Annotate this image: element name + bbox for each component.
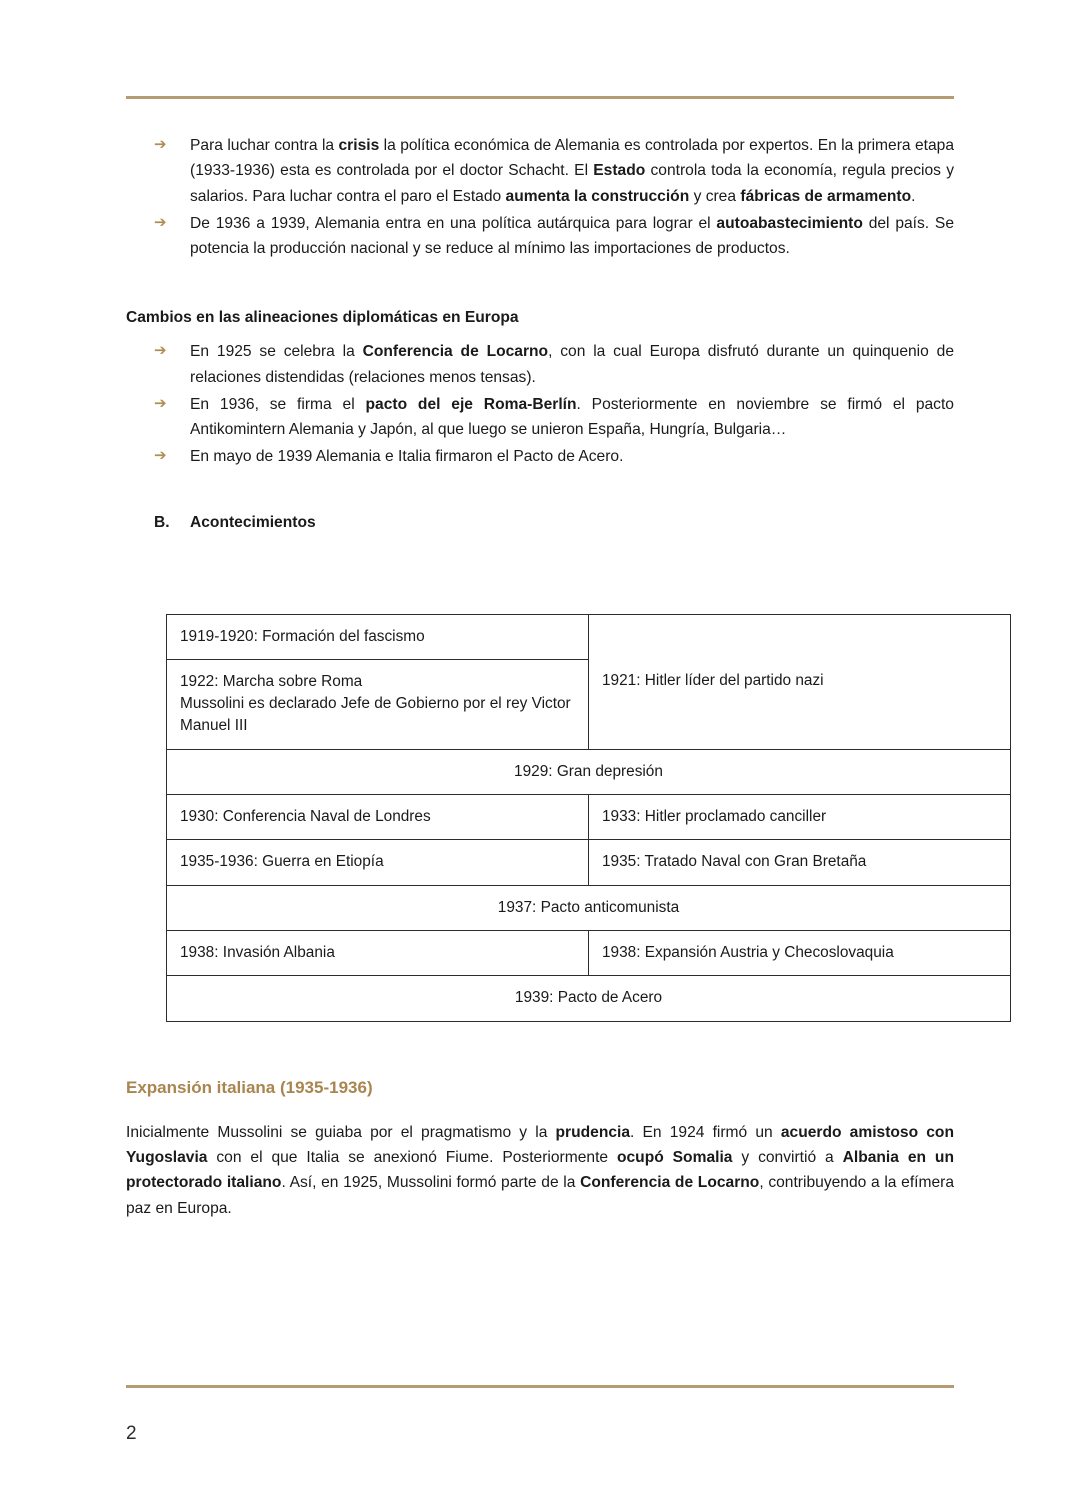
plain-text: con el que Italia se anexionó Fiume. Posteriormente [207,1149,617,1167]
plain-text: Para luchar contra la [190,137,339,154]
subsection-letter: B. [154,513,170,531]
table-cell-right: 1921: Hitler líder del partido nazi [589,614,1011,749]
table-cell-left: 1930: Conferencia Naval de Londres [167,795,589,840]
plain-text: . Así, en 1925, Mussolini formó parte de la [281,1174,581,1192]
table-row [167,931,1011,976]
document-page [0,96,1080,1493]
emphasis-text: crisis [338,137,380,154]
emphasis-text: Estado [593,162,646,180]
table-row [167,976,1011,1021]
emphasis-text: pacto del eje Roma-Berlín [365,395,577,413]
emphasis-text: Conferencia de Locarno [362,343,549,361]
plain-text: En 1925 se celebra la [190,343,363,361]
table-row [167,840,1011,885]
plain-text: , contribuyendo a la efímera paz en Europa. [126,1174,955,1217]
arrow-bullet-icon: ➔ [154,213,167,231]
footer-divider [126,1385,954,1388]
timeline-table [166,614,1011,1022]
page-number: 2 [126,1423,137,1444]
arrow-bullet-icon: ➔ [154,342,167,360]
list-item-text [190,215,954,257]
plain-text: De 1936 a 1939, Alemania entra en una política autárquica para lograr el [190,214,717,232]
list-item-text [190,448,623,465]
plain-text: . Posteriormente en noviembre se firmó el pacto Antikomintern Alemania y Japón, al que luego se unieron España, Hungría, Bulgaria… [190,395,954,438]
diplomacy-bullet-list [126,339,954,469]
plain-text: Inicialmente Mussolini se guiaba por el pragmatismo y la [126,1123,556,1141]
plain-text: controla toda la economía, regula precios y salarios. Para luchar contra el paro el Estado [190,162,954,205]
arrow-bullet-icon: ➔ [154,394,167,412]
subsection-acontecimientos [126,514,954,532]
header-divider [126,96,954,99]
emphasis-text: ocupó Somalia [616,1149,733,1167]
list-item [126,339,954,390]
table-cell-right: 1935: Tratado Naval con Gran Bretaña [589,840,1011,885]
table-row [167,795,1011,840]
table-row [167,614,1011,659]
table-cell-full: 1937: Pacto anticomunista [167,885,1011,930]
emphasis-text: autoabastecimiento [716,214,863,232]
emphasis-text: Conferencia de Locarno [580,1174,760,1192]
expansion-title: Expansión italiana (1935-1936) [126,1077,373,1097]
subsection-label: Acontecimientos [190,513,316,531]
section-heading-diplomacy: Cambios en las alineaciones diplomáticas en Europa [126,309,519,327]
arrow-bullet-icon: ➔ [154,136,167,153]
table-cell-left: 1935-1936: Guerra en Etiopía [167,840,589,885]
plain-text: . En 1924 firmó un [630,1123,781,1141]
list-item-text [190,137,954,205]
table-row [167,885,1011,930]
table-cell-left: 1922: Marcha sobre Roma Mussolini es declarado Jefe de Gobierno por el rey Victor Manuel III [167,659,589,749]
list-item-text [190,396,954,438]
plain-text: . [911,187,916,205]
table-cell-left: 1919-1920: Formación del fascismo [167,614,589,659]
plain-text: En 1936, se firma el [190,395,366,413]
emphasis-text: aumenta la construcción [505,187,690,205]
plain-text: y crea [689,187,741,205]
expansion-paragraph [126,1120,954,1221]
arrow-bullet-icon: ➔ [154,447,167,465]
plain-text: En mayo de 1939 Alemania e Italia firmaron el Pacto de Acero. [190,448,624,466]
list-item [126,133,954,209]
plain-text: la política económica de Alemania es controlada por expertos. En la primera etapa (1933-1936) esta es controlada por el doctor Schacht. El [190,137,954,180]
table-cell-left: 1938: Invasión Albania [167,931,589,976]
emphasis-text: prudencia [555,1123,631,1141]
plain-text: del país. Se potencia la producción nacional y se reduce al mínimo las importaciones de productos. [190,214,955,257]
list-item [126,211,954,262]
timeline-table-body [167,614,1011,1021]
list-item-text [190,343,954,385]
emphasis-text: Albania en un protectorado italiano [126,1149,954,1192]
emphasis-text: acuerdo amistoso con Yugoslavia [126,1123,954,1167]
table-cell-full: 1939: Pacto de Acero [167,976,1011,1021]
intro-section [126,133,954,261]
list-item [126,392,954,443]
table-cell-right: 1933: Hitler proclamado canciller [589,795,1011,840]
table-cell-full: 1929: Gran depresión [167,749,1011,794]
table-row [167,749,1011,794]
plain-text: , con la cual Europa disfrutó durante un quinquenio de relaciones distendidas (relaciones menos tensas). [190,343,954,386]
emphasis-text: fábricas de armamento [740,187,912,205]
intro-bullet-list [126,133,954,261]
list-item [126,444,954,469]
table-cell-right: 1938: Expansión Austria y Checoslovaquia [589,931,1011,976]
plain-text: y convirtió a [732,1149,843,1167]
